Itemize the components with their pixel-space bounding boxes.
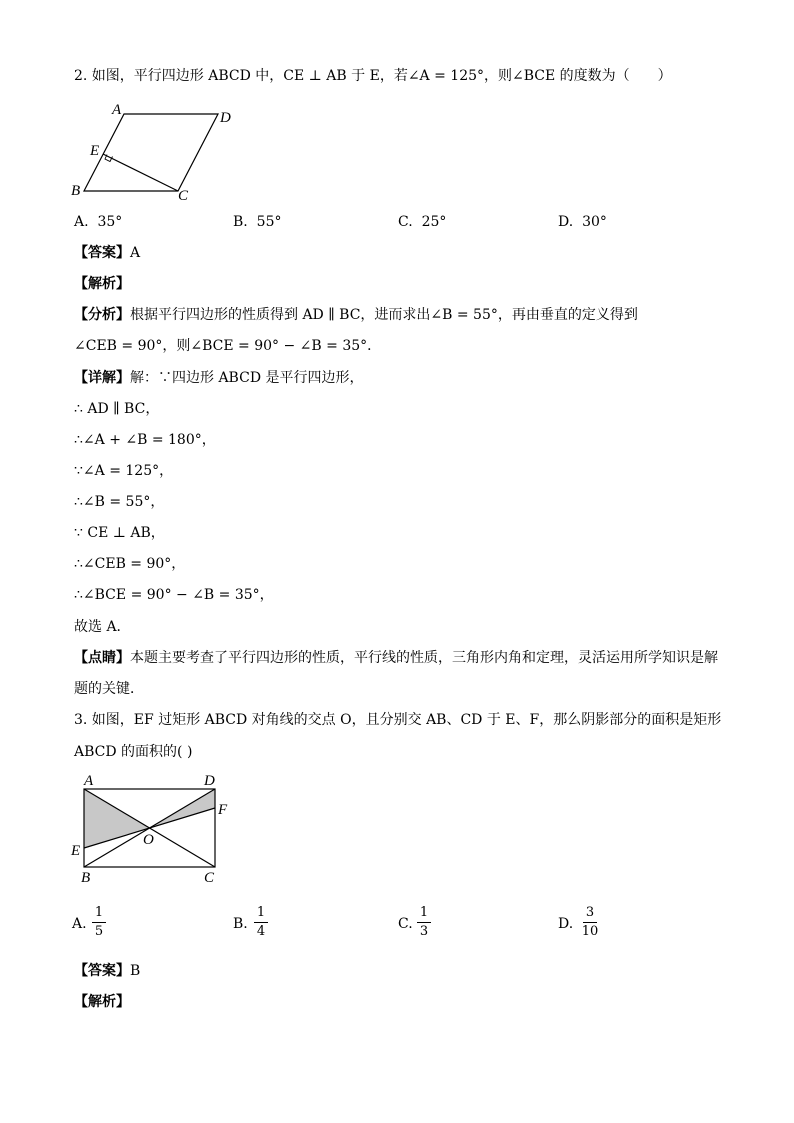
q3-stem-line-2: ABCD 的面积的( ): [74, 744, 193, 760]
q3-analysis-heading: 【解析】: [74, 994, 130, 1010]
label-o: O: [143, 832, 154, 848]
q3-option-d-fraction: 3 10: [581, 905, 599, 939]
q2-detail-step: ∴∠BCE = 90° − ∠B = 35°，: [74, 587, 274, 603]
q2-analysis-line-1: 【分析】根据平行四边形的性质得到 AD ∥ BC，进而求出∠B = 55°，再由垂直的定义得到: [74, 307, 638, 323]
q3-option-b-letter: B.: [233, 916, 248, 932]
label-c: C: [204, 870, 215, 886]
label-e: E: [71, 843, 81, 859]
q2-detail-step: ∴∠CEB = 90°，: [74, 556, 186, 572]
q2-comment-line-1: 【点睛】本题主要考查了平行四边形的性质，平行线的性质，三角形内角和定理，灵活运用所学知识是解: [74, 650, 718, 666]
parallelogram-abcd: [84, 114, 218, 191]
q3-stem-line-1: 3. 如图，EF 过矩形 ABCD 对角线的交点 O，且分别交 AB、CD 于 E、F，那么阴影部分的面积是矩形: [74, 712, 722, 728]
q2-option-d: D. 30°: [558, 214, 607, 230]
q3-answer: 【答案】B: [74, 963, 141, 979]
shaded-triangle-aeo: [84, 789, 149, 848]
label-a: A: [112, 102, 122, 118]
label-b: B: [71, 183, 81, 199]
q3-option-d-letter: D.: [558, 916, 574, 932]
q3-rectangle-figure: [68, 770, 238, 888]
q2-detail-step: ∴∠A + ∠B = 180°，: [74, 432, 216, 448]
q2-analysis-heading: 【解析】: [74, 276, 130, 292]
q2-detail-step: ∴ AD ∥ BC，: [74, 401, 160, 417]
q2-option-b: B. 55°: [233, 214, 282, 230]
q2-option-c: C. 25°: [398, 214, 447, 230]
label-c: C: [178, 188, 189, 204]
label-a: A: [84, 773, 94, 789]
label-e: E: [90, 143, 100, 159]
right-angle-mark: [105, 155, 113, 162]
q3-option-c-letter: C.: [398, 916, 413, 932]
q3-option-b-fraction: 1 4: [251, 904, 271, 941]
q2-stem: 2. 如图，平行四边形 ABCD 中，CE ⊥ AB 于 E，若∠A = 125°，则∠BCE 的度数为（ ）: [74, 68, 672, 84]
label-f: F: [218, 802, 228, 818]
q2-parallelogram-figure: [68, 100, 238, 208]
q2-comment-line-2: 题的关键．: [74, 681, 144, 697]
q3-option-a-fraction: 1 5: [89, 904, 109, 941]
q2-detail-step: 故选 A．: [74, 619, 131, 635]
q2-detail-step: ∵ CE ⊥ AB，: [74, 525, 165, 541]
q3-option-a-letter: A.: [72, 916, 87, 932]
q2-analysis-line-2: ∠CEB = 90°，则∠BCE = 90° − ∠B = 35°．: [74, 338, 382, 354]
segment-ce: [103, 154, 178, 191]
q2-detail-step: ∴∠B = 55°，: [74, 494, 165, 510]
q2-detail-step: ∵∠A = 125°，: [74, 463, 174, 479]
label-d: D: [204, 773, 215, 789]
q2-answer: 【答案】A: [74, 245, 141, 261]
q2-detail-step: 【详解】解：∵四边形 ABCD 是平行四边形，: [74, 370, 364, 386]
q3-option-c-fraction: 1 3: [414, 904, 434, 941]
label-b: B: [81, 870, 91, 886]
label-d: D: [220, 110, 231, 126]
q2-option-a: A. 35°: [74, 214, 123, 230]
